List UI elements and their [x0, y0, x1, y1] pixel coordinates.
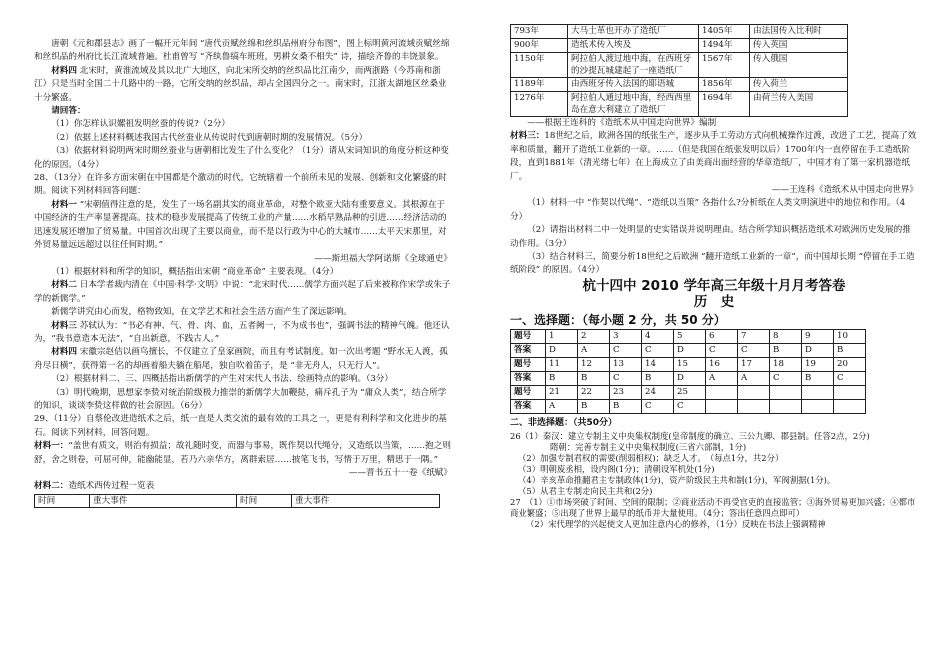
- question: （1）根据材料和所学的知识，概括指出宋朝 “商业革命” 主要表现。（4分）: [51, 266, 339, 277]
- table-row: [511, 53, 848, 78]
- answer-grid-cell: [770, 386, 802, 400]
- material-label: 材料三: [51, 320, 77, 331]
- subject-title: 历 史: [693, 293, 735, 310]
- answer-grid-cell: 17: [738, 358, 770, 372]
- answer-grid-cell: 22: [578, 386, 610, 400]
- answer-grid-header: 答案: [511, 344, 546, 358]
- material-text: 北宋时，黄淮流域及其以北广大地区，向北宋所交纳的丝织品比江南少，而两浙路（今苏南和浙江）只是当时全国二十几路中的一路，它所交纳的丝织品，却占全国四分之一。南宋时，江浙太湖地区丝桑业十分繁盛。: [34, 65, 447, 103]
- answer-grid-cell: 11: [546, 358, 578, 372]
- left-column: [34, 38, 452, 508]
- answer-grid-row: [511, 358, 866, 372]
- answer-grid-cell: A: [738, 372, 770, 386]
- answer-grid-cell: 18: [770, 358, 802, 372]
- answer-grid-cell: [738, 400, 770, 414]
- table-row: [511, 39, 848, 53]
- citation: ——王连科《造纸术从中国走向世界》: [771, 185, 918, 196]
- answer-grid-cell: 23: [610, 386, 642, 400]
- material-paragraph: [34, 480, 452, 493]
- material-paragraph: [34, 346, 452, 373]
- answer-line: 26（1）秦汉：建立专制主义中央集权制度(皇帝制度的确立、三公九卿、郡县制。任答2点，2分): [510, 430, 870, 441]
- table-cell: 时间: [237, 494, 292, 507]
- material-label: 材料四: [51, 65, 77, 76]
- answer-grid-cell: 1: [546, 330, 578, 344]
- answer-grid-cell: B: [834, 344, 866, 358]
- material-text: 18世纪之后，欧洲各国的纸张生产，逐步从手工劳动方式向机械操作过渡，改进了工艺，提高了效率和质量，翻开了造纸工业新的一章。……（但是我国在纸张发明以后）1700年内一直停留在手工造纸阶段，直到1881年（清光绪七年）在上海成立了由美商出面经营的华章造纸厂，中国才有了第一家机器造纸厂。: [510, 131, 917, 182]
- material-text: “盖世有质文，则治有损益；故礼随时变，而器与事易，既作契以代绳分，又造纸以当策，……抱之则舒，舍之则卷，可屈可伸，能幽能显，若乃六亲华方，离群索居……披笔飞书，写情于万里，精思于一隅。”: [34, 441, 451, 465]
- answer-grid-cell: 5: [674, 330, 706, 344]
- answer-grid-cell: [738, 386, 770, 400]
- answer-sheet-title: 杭十四中 2010 学年高三年级十月月考答卷: [582, 277, 846, 294]
- section-heading: 一、选择题：（每小题 2 分，共 50 分）: [510, 312, 726, 327]
- paper-table-header: [34, 494, 440, 508]
- answer-grid-cell: 15: [674, 358, 706, 372]
- answer-grid-cell: C: [706, 344, 738, 358]
- material-text: 日本学者裁内清在《中国·科学·文明》中说：“北宋时代……儒学方面兴起了后来被称作宋学或朱子学的新儒学。”: [34, 280, 451, 304]
- material-text: 宋徽宗赵佶以画鸟擅长，不仅建立了皇家画院，而且有考试制度。如一次出考题 “野水无人渡，孤舟尽日横”，获得第一名的却画着船夫躺在船尾，独自吹着笛子，是 “非无舟人，只无行人”。: [34, 347, 448, 371]
- answer-grid-cell: [834, 386, 866, 400]
- question-29: 29、（11分）自蔡伦改进造纸术之后，纸一直是人类交流的最有效的工具之一，更是有利科学和文化进步的基石。阅读下列材料，回答问题。: [34, 414, 447, 438]
- material-paragraph: [34, 320, 452, 347]
- answer-grid-header: 答案: [511, 400, 546, 414]
- table-cell: 1694年: [699, 92, 750, 117]
- answer-grid-cell: C: [642, 400, 674, 414]
- material-label: 材料一：: [34, 441, 69, 452]
- question: （2）请指出材料二中一处明显的史实错误并说明理由。结合所学知识概括造纸术对欧洲历史发展的推动作用。（3分）: [510, 225, 911, 249]
- answer-grid-cell: D: [802, 344, 834, 358]
- answer-line: 27 （1）①市场突破了时间、空间的限制；②商业活动不再受官吏的直接监管；③海外贸易更加兴盛；④都市商业繁盛；⑤出现了世界上最早的纸币并大量使用。（4分；答出任意四点即可）: [510, 496, 916, 518]
- question: （3）结合材料三，简要分析18世纪之后欧洲 “翻开造纸工业新的一章”，而中国却长期 “停留在手工造纸阶段” 的原因。（4分）: [510, 252, 915, 276]
- answer-line: （2）加强专制君权的需要(削弱相权)；缺乏人才。 （每点1分，共2分）: [518, 452, 784, 463]
- material-paragraph: [510, 130, 918, 184]
- table-cell: 重大事件: [90, 494, 237, 507]
- answer-grid-cell: [834, 400, 866, 414]
- paragraph: 唐朝《元和郡县志》画了一幅开元年间 “唐代贡赋丝绵和丝织品州府分布图”，图上标明黄河流域贡赋丝绵和丝织品的州府比长江流域普遍。杜甫曾写 “齐纨鲁缟车班班，男耕女桑不相失” 诗，描绘齐鲁的丰饶景象。: [34, 39, 450, 63]
- table-row: [511, 25, 848, 39]
- answer-grid-cell: 8: [770, 330, 802, 344]
- answer-grid-cell: D: [674, 372, 706, 386]
- answer-grid: [510, 329, 866, 414]
- table-cell: 阿拉伯人通过地中海，经西西里岛在意大利建立了造纸厂: [568, 92, 699, 117]
- answer-grid-cell: 25: [674, 386, 706, 400]
- answer-grid-cell: 14: [642, 358, 674, 372]
- citation: ——晋书五十一卷《纸赋》: [348, 468, 452, 478]
- material-paragraph: [34, 279, 452, 306]
- answer-grid-cell: 10: [834, 330, 866, 344]
- answer-grid-cell: C: [738, 344, 770, 358]
- answer-grid-row: [511, 330, 866, 344]
- table-cell: 900年: [511, 39, 568, 53]
- answer-grid-header: 答案: [511, 372, 546, 386]
- table-cell: 阿拉伯人渡过地中海，在西班牙的沙提瓦城建起了一座造纸厂: [568, 53, 699, 78]
- table-row: [35, 494, 440, 507]
- answer-grid-cell: [802, 400, 834, 414]
- material-paragraph: [34, 440, 452, 467]
- answer-line: （5）从君主专制走向民主共和(2分): [518, 485, 653, 496]
- material-paragraph: [34, 65, 452, 105]
- material-label: 材料二: [51, 280, 77, 291]
- answer-grid-cell: 13: [610, 358, 642, 372]
- answer-grid-cell: A: [706, 372, 738, 386]
- answer-grid-cell: D: [546, 344, 578, 358]
- answer-grid-cell: [706, 400, 738, 414]
- question-28: 28、（13分）在许多方面宋朝在中国都是个激动的时代，它统辖着一个前所未见的发展、创新和文化繁盛的时期。阅读下列材料回答问题：: [34, 173, 447, 197]
- answer-grid-cell: 9: [802, 330, 834, 344]
- table-cell: 1856年: [699, 78, 750, 92]
- table-cell: 1567年: [699, 53, 750, 78]
- answer-grid-cell: 4: [642, 330, 674, 344]
- answer-grid-cell: 12: [578, 358, 610, 372]
- answer-grid-cell: B: [802, 372, 834, 386]
- answer-grid-cell: C: [770, 372, 802, 386]
- answer-grid-cell: [706, 386, 738, 400]
- answer-grid-cell: A: [546, 400, 578, 414]
- material-label: 材料四: [51, 347, 77, 358]
- table-row: [511, 78, 848, 92]
- answer-grid-cell: [770, 400, 802, 414]
- paragraph: 新儒学讲究由心而发，格物致知，在文学艺术和社会生活方面产生了深远影响。: [51, 307, 352, 318]
- table-cell: 时间: [35, 494, 90, 507]
- table-cell: 1276年: [511, 92, 568, 117]
- answer-grid-cell: B: [642, 372, 674, 386]
- right-column: [510, 24, 918, 530]
- paper-table: [510, 24, 848, 117]
- question: （2）根据材料二、三、四概括指出新儒学的产生对宋代人书法、绘画特点的影响。（3分）: [51, 374, 393, 385]
- answer-line: 隋朝：完善专制主义中央集权制度(三省六部制，1分): [550, 441, 747, 452]
- answer-grid-cell: C: [834, 372, 866, 386]
- answer-grid-row: [511, 400, 866, 414]
- answer-grid-cell: [802, 386, 834, 400]
- answer-grid-row: [511, 372, 866, 386]
- citation: ——根据王连科的《造纸术从中国走向世界》编制: [527, 118, 717, 128]
- table-row: [511, 92, 848, 117]
- answer-grid-cell: 21: [546, 386, 578, 400]
- answer-grid-cell: C: [642, 344, 674, 358]
- table-cell: 由荷兰传入美国: [750, 92, 848, 117]
- answer-grid-header: 题号: [511, 330, 546, 344]
- answer-line: （2）宋代理学的兴起使文人更加注意内心的修养，（1分）反映在书法上强调精神: [526, 518, 826, 529]
- table-cell: 1189年: [511, 78, 568, 92]
- table-cell: 1405年: [699, 25, 750, 39]
- question: （3）明代晚期，思想家李贽对统治阶级极力推崇的新儒学大加鞭挞，痛斥孔子为 “庸众人类”，结合所学的知识，谈谈李贽这样做的社会原因。（6分）: [34, 387, 447, 411]
- table-cell: 传入俄国: [750, 53, 848, 78]
- answer-grid-cell: 6: [706, 330, 738, 344]
- table-cell: 793年: [511, 25, 568, 39]
- table-cell: 由法国传入比利时: [750, 25, 848, 39]
- answer-grid-row: [511, 344, 866, 358]
- answer-line: （3）明朝废丞相，设内阁(1分)；清朝设军机处(1分): [518, 463, 715, 474]
- prompt-label: 请回答：: [51, 106, 86, 117]
- answer-grid-cell: C: [610, 344, 642, 358]
- answer-grid-cell: B: [610, 400, 642, 414]
- material-text: 造纸术西传过程一览表: [68, 481, 155, 492]
- material-text: 苏轼认为：“书必有神、气、骨、肉、血，五者阙一，不为成书也”，强调书法的精神气魄。他还认为，“我书意造本无法”，“自出新意，不践古人。”: [34, 320, 450, 344]
- answer-grid-cell: B: [770, 344, 802, 358]
- answer-grid-cell: B: [578, 372, 610, 386]
- answer-grid-cell: 20: [834, 358, 866, 372]
- answer-grid-cell: 7: [738, 330, 770, 344]
- answer-block: [510, 431, 918, 530]
- answer-grid-cell: B: [578, 400, 610, 414]
- answer-grid-cell: C: [674, 400, 706, 414]
- material-paragraph: [34, 199, 452, 253]
- answer-grid-cell: B: [546, 372, 578, 386]
- table-cell: 1494年: [699, 39, 750, 53]
- material-text: “宋朝值得注意的是，发生了一场名副其实的商业革命，对整个欧亚大陆有重要意义。其根源在于中国经济的生产率显著提高。技术的稳步发展提高了传统工业的产量……水稻早熟品种的引进……经济活动的迅速发展还增加了贸易量。中国首次出现了主要以商业，而不是以行政为中心的大城市……太平天宋那里，对外贸易量远远超过以往任何时期。”: [34, 199, 447, 251]
- table-cell: 传入荷兰: [750, 78, 848, 92]
- material-label: 材料三：: [510, 131, 545, 142]
- answer-grid-cell: 3: [610, 330, 642, 344]
- table-cell: 由西班牙传入法国的耶语城: [568, 78, 699, 92]
- section-heading: 二、非选择题：（共50分）: [510, 418, 618, 429]
- answer-grid-cell: 19: [802, 358, 834, 372]
- answer-grid-cell: A: [578, 344, 610, 358]
- table-cell: 大马士革也开办了造纸厂: [568, 25, 699, 39]
- material-label: 材料二：: [34, 481, 69, 492]
- answer-grid-cell: C: [610, 372, 642, 386]
- table-cell: 1150年: [511, 53, 568, 78]
- material-label: 材料一: [51, 199, 77, 210]
- answer-line: （4）辛亥革命推翻君主专制政体(1分)，资产阶级民主共和制(1分)，军阀割据(1分)。: [518, 474, 836, 485]
- answer-grid-cell: 2: [578, 330, 610, 344]
- question: （1）材料一中 “作契以代绳”、“造纸以当策” 各指什么?分析纸在人类文明演进中的地位和作用。（4分）: [510, 198, 906, 222]
- citation: ——斯坦福大学阿诺斯《全球通史》: [314, 253, 452, 264]
- answer-grid-header: 题号: [511, 358, 546, 372]
- question: （1）你怎样认识嫘祖发明丝蚕的传说?（2分）: [51, 119, 231, 130]
- table-cell: 传入英国: [750, 39, 848, 53]
- table-cell: 造纸术传入埃及: [568, 39, 699, 53]
- answer-grid-header: 题号: [511, 386, 546, 400]
- question: （3）依据材料说明两宋时期丝蚕业与唐朝相比发生了什么变化？（1分）请从宋词知识的角度分析这种变化的原因。（4分）: [34, 146, 449, 170]
- answer-grid-cell: 16: [706, 358, 738, 372]
- answer-grid-row: [511, 386, 866, 400]
- question: （2）依据上述材料概述我国古代丝蚕业从传说时代到唐朝时期的发展情况。（5分）: [51, 132, 368, 143]
- answer-grid-cell: 24: [642, 386, 674, 400]
- table-cell: 重大事件: [292, 494, 440, 507]
- answer-grid-cell: D: [674, 344, 706, 358]
